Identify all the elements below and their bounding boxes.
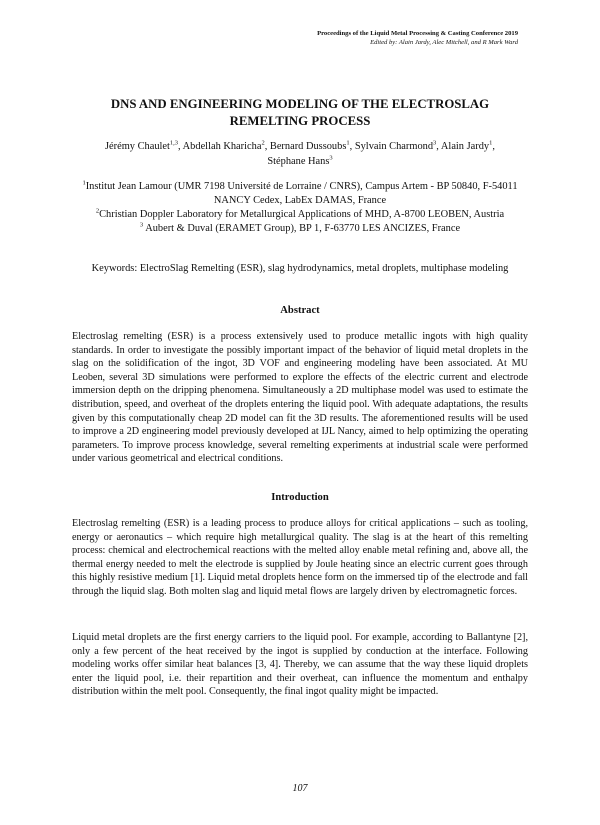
author: Bernard Dussoubs$^1$,	[269, 139, 355, 152]
keywords: Keywords: ElectroSlag Remelting (ESR), slag hydrodynamics, metal droplets, multiphase modeling	[91, 263, 509, 274]
introduction-heading: Introduction	[271, 492, 329, 503]
affiliation: $^2$Christian Doppler Laboratory for Metallurgical Applications of MHD, A-8700 LEOBEN, Austria	[95, 207, 505, 220]
introduction-paragraph: Electroslag remelting (ESR) is a leading process to produce alloys for critical applications – such as tooling, energy or aeronautics – which require high metallurgical quality. The slag is at the heart of this remelting process: chemical and electrochemical reactions with the melted alloy enable metal refining and, above all, the thermal energy needed to melt the electrode is supplied by Joule heating since an electric current goes through this highly resistive medium [1]. Liquid metal droplets hence form on the immersed tip of the electrode and fall through the liquid slag. Both molten slag and liquid metal flows are largely driven by electromagnetic forces.	[72, 518, 528, 597]
author-list	[72, 139, 528, 169]
introduction-paragraph: Liquid metal droplets are the first energy carriers to the liquid pool. For example, according to Ballantyne [2], only a few percent of the heat received by the ingot is supplied by conduction at the interface. Following modeling works offer similar heat balances [3, 4]. Thereby, we can assume that the way these liquid droplets enter the liquid pool, i.e. their repartition and their overheat, can influence the momentum and enthalpy distribution within the melt pool. Consequently, the final ingot quality might be impacted.	[72, 632, 528, 698]
title-line-2: REMELTING PROCESS	[229, 114, 371, 128]
paper-title	[72, 96, 528, 130]
author: Sylvain Charmond$^3$,	[354, 139, 441, 152]
author: Jérémy Chaulet$^{1,3}$,	[105, 139, 183, 152]
author: Abdellah Kharicha$^2$,	[182, 139, 270, 152]
author: Stéphane Hans$^3$	[267, 154, 333, 167]
conference-name: Proceedings of the Liquid Metal Processing & Casting Conference 2019	[317, 30, 518, 37]
title-line-1: DNS AND ENGINEERING MODELING OF THE ELECTROSLAG	[110, 97, 490, 111]
editors-line: Edited by: Alain Jardy, Alec Mitchell, and R Mark Ward	[370, 39, 518, 46]
page-number: 107	[292, 783, 308, 794]
affiliation-list	[72, 180, 528, 236]
abstract-heading: Abstract	[280, 305, 320, 316]
running-header	[317, 29, 518, 47]
affiliation: $^1$Institut Jean Lamour (UMR 7198 Université de Lorraine / CNRS), Campus Artem - BP 50840, F-54011 NANCY Cedex, LabEx DAMAS, France	[82, 179, 518, 206]
author: Alain Jardy$^1$,	[440, 139, 495, 152]
abstract-text: Electroslag remelting (ESR) is a process extensively used to produce metallic ingots with high quality standards. In order to investigate the possibly important impact of the behavior of liquid metal droplets in the slag on the solidification of the ingot, 3D VOF and engineering modeling have been associated. At MU Leoben, several 3D simulations were performed to explore the effects of the electric current and electrode immersion depth on the dripping phenomena. Simultaneously a 2D multiphase model was used to estimate the distribution, speed, and overheat of the droplets entering the liquid pool. With adequate adaptations, the results given by this computationally cheap 2D model can fit the 3D results. The aforementioned results will be used to improve a 2D engineering model previously developed at IJL Nancy, aimed to help optimizing the operating parameters. To improve process knowledge, several remelting experiments at industrial scale were performed under various geometrical and electrical conditions.	[72, 331, 528, 465]
affiliation: $^3$ Aubert & Duval (ERAMET Group), BP 1, F-63770 LES ANCIZES, France	[139, 221, 461, 234]
